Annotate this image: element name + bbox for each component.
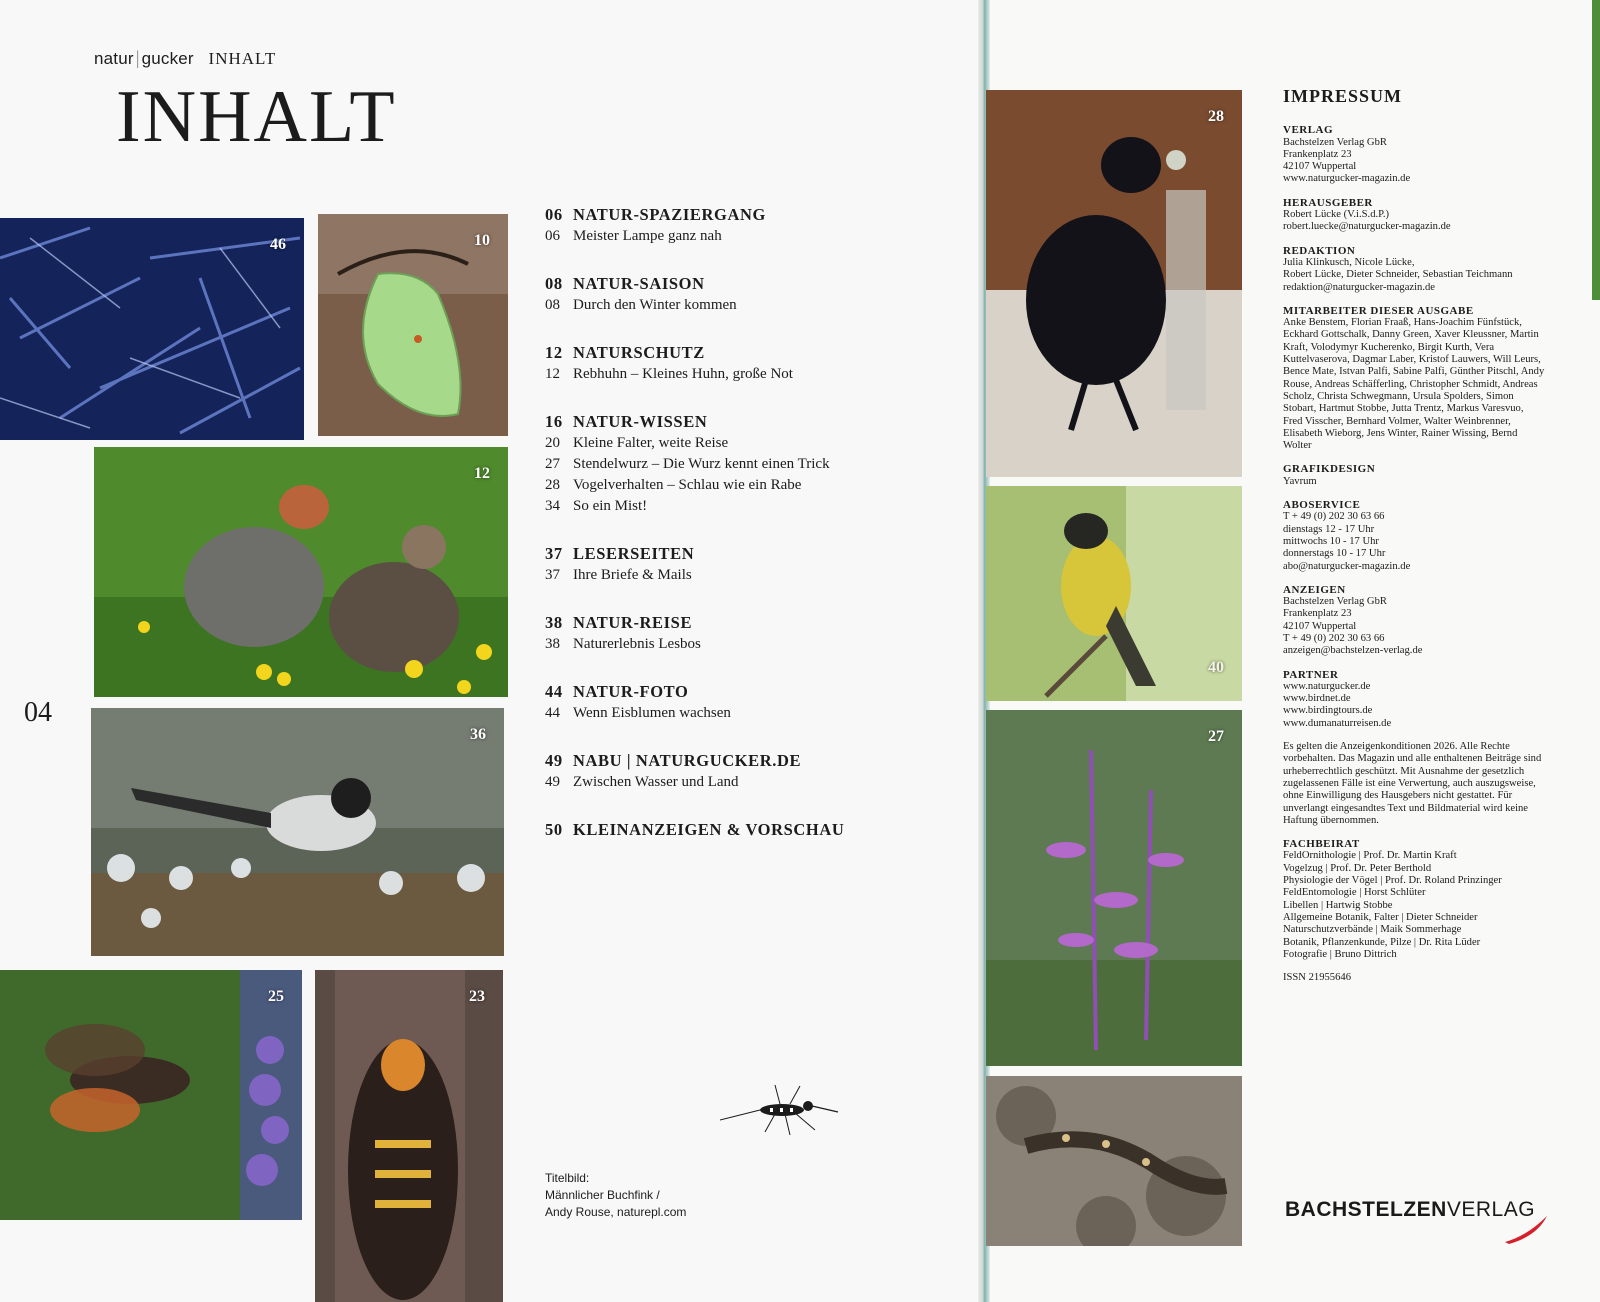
gecko-image xyxy=(986,1076,1242,1246)
photo-orchid xyxy=(986,710,1242,1066)
toc-section-heading xyxy=(545,681,965,703)
toc-item-title: Wenn Eisblumen wachsen xyxy=(573,705,731,721)
toc-item xyxy=(545,295,965,316)
toc-section-title: NATUR-REISE xyxy=(573,613,693,632)
toc-section-heading xyxy=(545,204,965,226)
impressum-line: Robert Lücke, Dieter Schneider, Sebastian Teichmann xyxy=(1283,269,1513,281)
toc-item xyxy=(545,634,965,655)
impressum-line: Eckhard Gottschalk, Danny Green, Xaver Kleussner, Martin xyxy=(1283,329,1539,341)
toc-page-number: 20 xyxy=(545,435,560,451)
impressum-line: Stobart, Hartmut Stobbe, Jutta Trentz, Markus Varesvuo, xyxy=(1283,403,1524,415)
mosquito-icon xyxy=(720,1080,840,1140)
impressum-label: GRAFIKDESIGN xyxy=(1283,463,1376,476)
running-head xyxy=(94,48,276,70)
impressum-email[interactable]: robert.luecke@naturgucker-magazin.de xyxy=(1283,221,1451,233)
impressum-line: Bence Mate, Istvan Palfi, Sabine Palfi, Günther Pitschl, Andy xyxy=(1283,366,1545,378)
impressum-line: mittwochs 10 - 17 Uhr xyxy=(1283,535,1379,547)
cover-credit xyxy=(545,1170,686,1221)
toc-section-title: KLEINANZEIGEN & VORSCHAU xyxy=(573,820,845,839)
toc-page-number: 06 xyxy=(545,205,563,224)
toc-page-number: 16 xyxy=(545,412,563,431)
toc-section-heading xyxy=(545,411,965,433)
toc-page-number: 12 xyxy=(545,343,563,362)
photo-wagtail xyxy=(91,708,504,956)
impressum-line: Bachstelzen Verlag GbR xyxy=(1283,136,1387,148)
toc-page-number: 38 xyxy=(545,636,560,652)
issn: ISSN 21955646 xyxy=(1283,972,1351,984)
photo-raven xyxy=(986,90,1242,477)
photo-hawkmoth xyxy=(0,970,302,1220)
toc-section-nabu xyxy=(545,750,965,793)
impressum-email[interactable]: redaktion@naturgucker-magazin.de xyxy=(1283,281,1436,293)
impressum-line: Botanik, Pflanzenkunde, Pilze | Dr. Rita Lüder xyxy=(1283,936,1481,948)
toc-item xyxy=(545,226,965,247)
deathshead-image xyxy=(315,970,503,1302)
impressum-line: Naturschutzverbände | Maik Sommerhage xyxy=(1283,924,1462,936)
impressum-line: Rouse, Andreas Schäfferling, Christopher Schmidt, Andreas xyxy=(1283,378,1538,390)
toc-item-title: Zwischen Wasser und Land xyxy=(573,774,739,790)
impressum-block-partner xyxy=(1283,669,1568,730)
impressum-line: Physiologie der Vögel | Prof. Dr. Roland Prinzinger xyxy=(1283,875,1502,887)
impressum xyxy=(1283,86,1568,984)
publisher-logo xyxy=(1285,1198,1535,1222)
impressum-label: MITARBEITER DIESER AUSGABE xyxy=(1283,304,1474,317)
toc-section-heading xyxy=(545,342,965,364)
toc-page-number: 08 xyxy=(545,297,560,313)
toc-section-natur-reise xyxy=(545,612,965,655)
toc-page-number: 50 xyxy=(545,820,563,839)
impressum-line: Fred Visscher, Bernhard Volmer, Walter Weinbrenner, xyxy=(1283,415,1511,427)
impressum-line: Scholz, Christa Schwegmann, Ursula Spolders, Simon xyxy=(1283,390,1514,402)
page-number: 04 xyxy=(24,697,52,728)
page-ref-27: 27 xyxy=(1208,728,1224,745)
impressum-block-fachbeirat xyxy=(1283,838,1568,961)
page-title: INHALT xyxy=(116,76,397,158)
impressum-line: Frankenplatz 23 xyxy=(1283,608,1352,620)
impressum-block-redaktion xyxy=(1283,245,1568,294)
impressum-line: Fotografie | Bruno Dittrich xyxy=(1283,948,1397,960)
toc-page-number: 34 xyxy=(545,498,560,514)
toc-item-title: Durch den Winter kommen xyxy=(573,297,737,313)
toc-section-heading xyxy=(545,612,965,634)
impressum-line: urheberrechtlich geschützt. Mit Ausnahme der gesetzlich xyxy=(1283,765,1525,777)
toc-section-natur-foto xyxy=(545,681,965,724)
impressum-label: REDAKTION xyxy=(1283,244,1356,257)
impressum-line: Haftung übernommen. xyxy=(1283,814,1379,826)
toc-section-title: NATUR-FOTO xyxy=(573,682,689,701)
page-ref-10: 10 xyxy=(474,232,490,249)
impressum-link[interactable]: www.dumanaturreisen.de xyxy=(1283,717,1392,729)
toc-item-title: So ein Mist! xyxy=(573,498,648,514)
orchid-image xyxy=(986,710,1242,1066)
toc-item xyxy=(545,475,965,496)
impressum-label: ANZEIGEN xyxy=(1283,583,1346,596)
impressum-line: Bachstelzen Verlag GbR xyxy=(1283,596,1387,608)
impressum-line: Kuttelvaserova, Dagmar Laber, Kristof Lauwers, Will Leurs, xyxy=(1283,354,1541,366)
toc-section-naturschutz xyxy=(545,342,965,385)
toc-page-number: 37 xyxy=(545,544,563,563)
impressum-link[interactable]: www.naturgucker-magazin.de xyxy=(1283,173,1411,185)
toc-section-title: NATUR-SPAZIERGANG xyxy=(573,205,766,224)
logo-part-bachstelzen: BACHSTELZEN xyxy=(1285,1198,1447,1221)
partridges-image xyxy=(94,447,508,697)
page-ref-23: 23 xyxy=(469,988,485,1005)
impressum-line: T + 49 (0) 202 30 63 66 xyxy=(1283,511,1385,523)
impressum-block-herausgeber xyxy=(1283,197,1568,234)
cover-credit-line: Männlicher Buchfink / xyxy=(545,1188,660,1202)
cover-credit-label: Titelbild: xyxy=(545,1171,590,1185)
photo-yellow-bird xyxy=(986,486,1242,701)
impressum-line: Allgemeine Botanik, Falter | Dieter Schneider xyxy=(1283,911,1478,923)
toc-section-title: NATUR-SAISON xyxy=(573,274,705,293)
impressum-line: 42107 Wuppertal xyxy=(1283,161,1357,173)
toc-section-kleinanzeigen xyxy=(545,819,965,841)
impressum-line: zugelassenen Fälle ist eine Verwertung, auch auszugsweise, xyxy=(1283,777,1536,789)
toc-section-natur-spaziergang xyxy=(545,204,965,247)
toc-page-number: 49 xyxy=(545,751,563,770)
impressum-link[interactable]: www.naturgucker.de xyxy=(1283,680,1371,692)
running-head-section: INHALT xyxy=(208,49,277,68)
toc-item-title: Meister Lampe ganz nah xyxy=(573,228,722,244)
toc-page-number: 44 xyxy=(545,682,563,701)
impressum-legal-notice xyxy=(1283,741,1568,827)
toc-section-title: LESERSEITEN xyxy=(573,544,695,563)
toc-section-title: NATURSCHUTZ xyxy=(573,343,705,362)
impressum-line: Libellen | Hartwig Stobbe xyxy=(1283,899,1393,911)
toc-page-number: 38 xyxy=(545,613,563,632)
impressum-block-grafikdesign xyxy=(1283,463,1568,488)
toc-page-number: 44 xyxy=(545,705,560,721)
impressum-line: Kraft, Volodymyr Kucherenko, Birgit Kurth, Vera xyxy=(1283,341,1495,353)
impressum-label: VERLAG xyxy=(1283,124,1334,137)
brand-gucker: gucker xyxy=(141,49,194,68)
photo-partridges xyxy=(94,447,508,697)
frost-grass-image xyxy=(0,218,304,440)
impressum-line: ohne Einwilligung des Hausgebers nicht gestattet. Für xyxy=(1283,790,1513,802)
impressum-label: HERAUSGEBER xyxy=(1283,196,1373,209)
impressum-line: donnerstags 10 - 17 Uhr xyxy=(1283,548,1386,560)
yellow-bird-image xyxy=(986,486,1242,701)
impressum-line: FeldEntomologie | Horst Schlüter xyxy=(1283,887,1426,899)
impressum-line: Es gelten die Anzeigenkonditionen 2026. Alle Rechte xyxy=(1283,741,1510,753)
cover-credit-line: Andy Rouse, naturepl.com xyxy=(545,1205,687,1219)
toc-item xyxy=(545,703,965,724)
toc-item xyxy=(545,772,965,793)
brand-divider: | xyxy=(135,48,140,69)
impressum-line: T + 49 (0) 202 30 63 66 xyxy=(1283,632,1385,644)
impressum-line: Robert Lücke (V.i.S.d.P.) xyxy=(1283,209,1390,221)
toc-item xyxy=(545,565,965,586)
impressum-line: unverlangt eingesandtes Text und Bildmaterial wird keine xyxy=(1283,802,1529,814)
toc-section-natur-saison xyxy=(545,273,965,316)
impressum-link[interactable]: www.birdnet.de xyxy=(1283,693,1351,705)
impressum-block-mitarbeiter xyxy=(1283,305,1568,453)
toc-section-heading xyxy=(545,819,965,841)
impressum-line: Anke Benstem, Florian Fraaß, Hans-Joachim Fünfstück, xyxy=(1283,317,1522,329)
page-ref-40: 40 xyxy=(1208,659,1224,676)
impressum-line: Elisabeth Wieborg, Jens Winter, Rainer Wissing, Bernd xyxy=(1283,427,1518,439)
toc-section-natur-wissen xyxy=(545,411,965,517)
photo-brimstone xyxy=(318,214,508,436)
photo-frost-grass xyxy=(0,218,304,440)
toc-section-heading xyxy=(545,750,965,772)
impressum-line: vorbehalten. Das Magazin und alle enthaltenen Beiträge sind xyxy=(1283,753,1542,765)
toc-section-heading xyxy=(545,273,965,295)
impressum-line: Frankenplatz 23 xyxy=(1283,148,1352,160)
toc-item-title: Stendelwurz – Die Wurz kennt einen Trick xyxy=(573,456,830,472)
toc-item-title: Rebhuhn – Kleines Huhn, große Not xyxy=(573,366,793,382)
impressum-label: PARTNER xyxy=(1283,668,1339,681)
impressum-line: FeldOrnithologie | Prof. Dr. Martin Kraft xyxy=(1283,850,1457,862)
toc-page-number: 27 xyxy=(545,456,560,472)
impressum-line: 42107 Wuppertal xyxy=(1283,620,1357,632)
toc-page-number: 08 xyxy=(545,274,563,293)
impressum-title: IMPRESSUM xyxy=(1283,86,1403,106)
page-ref-25: 25 xyxy=(268,988,284,1005)
photo-deathshead xyxy=(315,970,503,1302)
brand-natur: natur xyxy=(94,49,134,68)
toc-item xyxy=(545,433,965,454)
toc-item-title: Vogelverhalten – Schlau wie ein Rabe xyxy=(573,477,802,493)
impressum-line: Julia Klinkusch, Nicole Lücke, xyxy=(1283,256,1415,268)
toc-page-number: 28 xyxy=(545,477,560,493)
hawkmoth-image xyxy=(0,970,302,1220)
toc-page-number: 12 xyxy=(545,366,560,382)
page-edge xyxy=(1592,0,1600,300)
toc-section-title: NABU | NATURGUCKER.DE xyxy=(573,751,802,770)
toc-item xyxy=(545,454,965,475)
wagtail-image xyxy=(91,708,504,956)
toc-item-title: Kleine Falter, weite Reise xyxy=(573,435,729,451)
toc-page-number: 06 xyxy=(545,228,560,244)
impressum-link[interactable]: www.birdingtours.de xyxy=(1283,705,1373,717)
impressum-email[interactable]: anzeigen@bachstelzen-verlag.de xyxy=(1283,645,1423,657)
photo-gecko xyxy=(986,1076,1242,1246)
impressum-label: FACHBEIRAT xyxy=(1283,838,1360,851)
impressum-line: Vogelzug | Prof. Dr. Peter Berthold xyxy=(1283,862,1432,874)
impressum-line: Wolter xyxy=(1283,440,1312,452)
page-ref-28: 28 xyxy=(1208,108,1224,125)
logo-part-verlag: VERLAG xyxy=(1446,1198,1536,1221)
impressum-line: Yavrum xyxy=(1283,475,1317,487)
toc-section-title: NATUR-WISSEN xyxy=(573,412,708,431)
impressum-line: dienstags 12 - 17 Uhr xyxy=(1283,523,1375,535)
impressum-block-anzeigen xyxy=(1283,584,1568,658)
table-of-contents xyxy=(545,204,965,867)
page-ref-12: 12 xyxy=(474,465,490,482)
toc-item-title: Ihre Briefe & Mails xyxy=(573,567,692,583)
impressum-label: ABOSERVICE xyxy=(1283,499,1361,512)
toc-item xyxy=(545,496,965,517)
logo-swoosh-icon xyxy=(1503,1214,1549,1244)
toc-item xyxy=(545,364,965,385)
page-ref-46: 46 xyxy=(270,236,286,253)
toc-page-number: 49 xyxy=(545,774,560,790)
page-ref-36: 36 xyxy=(470,726,486,743)
toc-page-number: 37 xyxy=(545,567,560,583)
impressum-block-verlag xyxy=(1283,124,1568,185)
toc-section-leserseiten xyxy=(545,543,965,586)
toc-item-title: Naturerlebnis Lesbos xyxy=(573,636,701,652)
impressum-email[interactable]: abo@naturgucker-magazin.de xyxy=(1283,560,1411,572)
raven-image xyxy=(986,90,1242,477)
toc-section-heading xyxy=(545,543,965,565)
impressum-block-aboservice xyxy=(1283,499,1568,573)
